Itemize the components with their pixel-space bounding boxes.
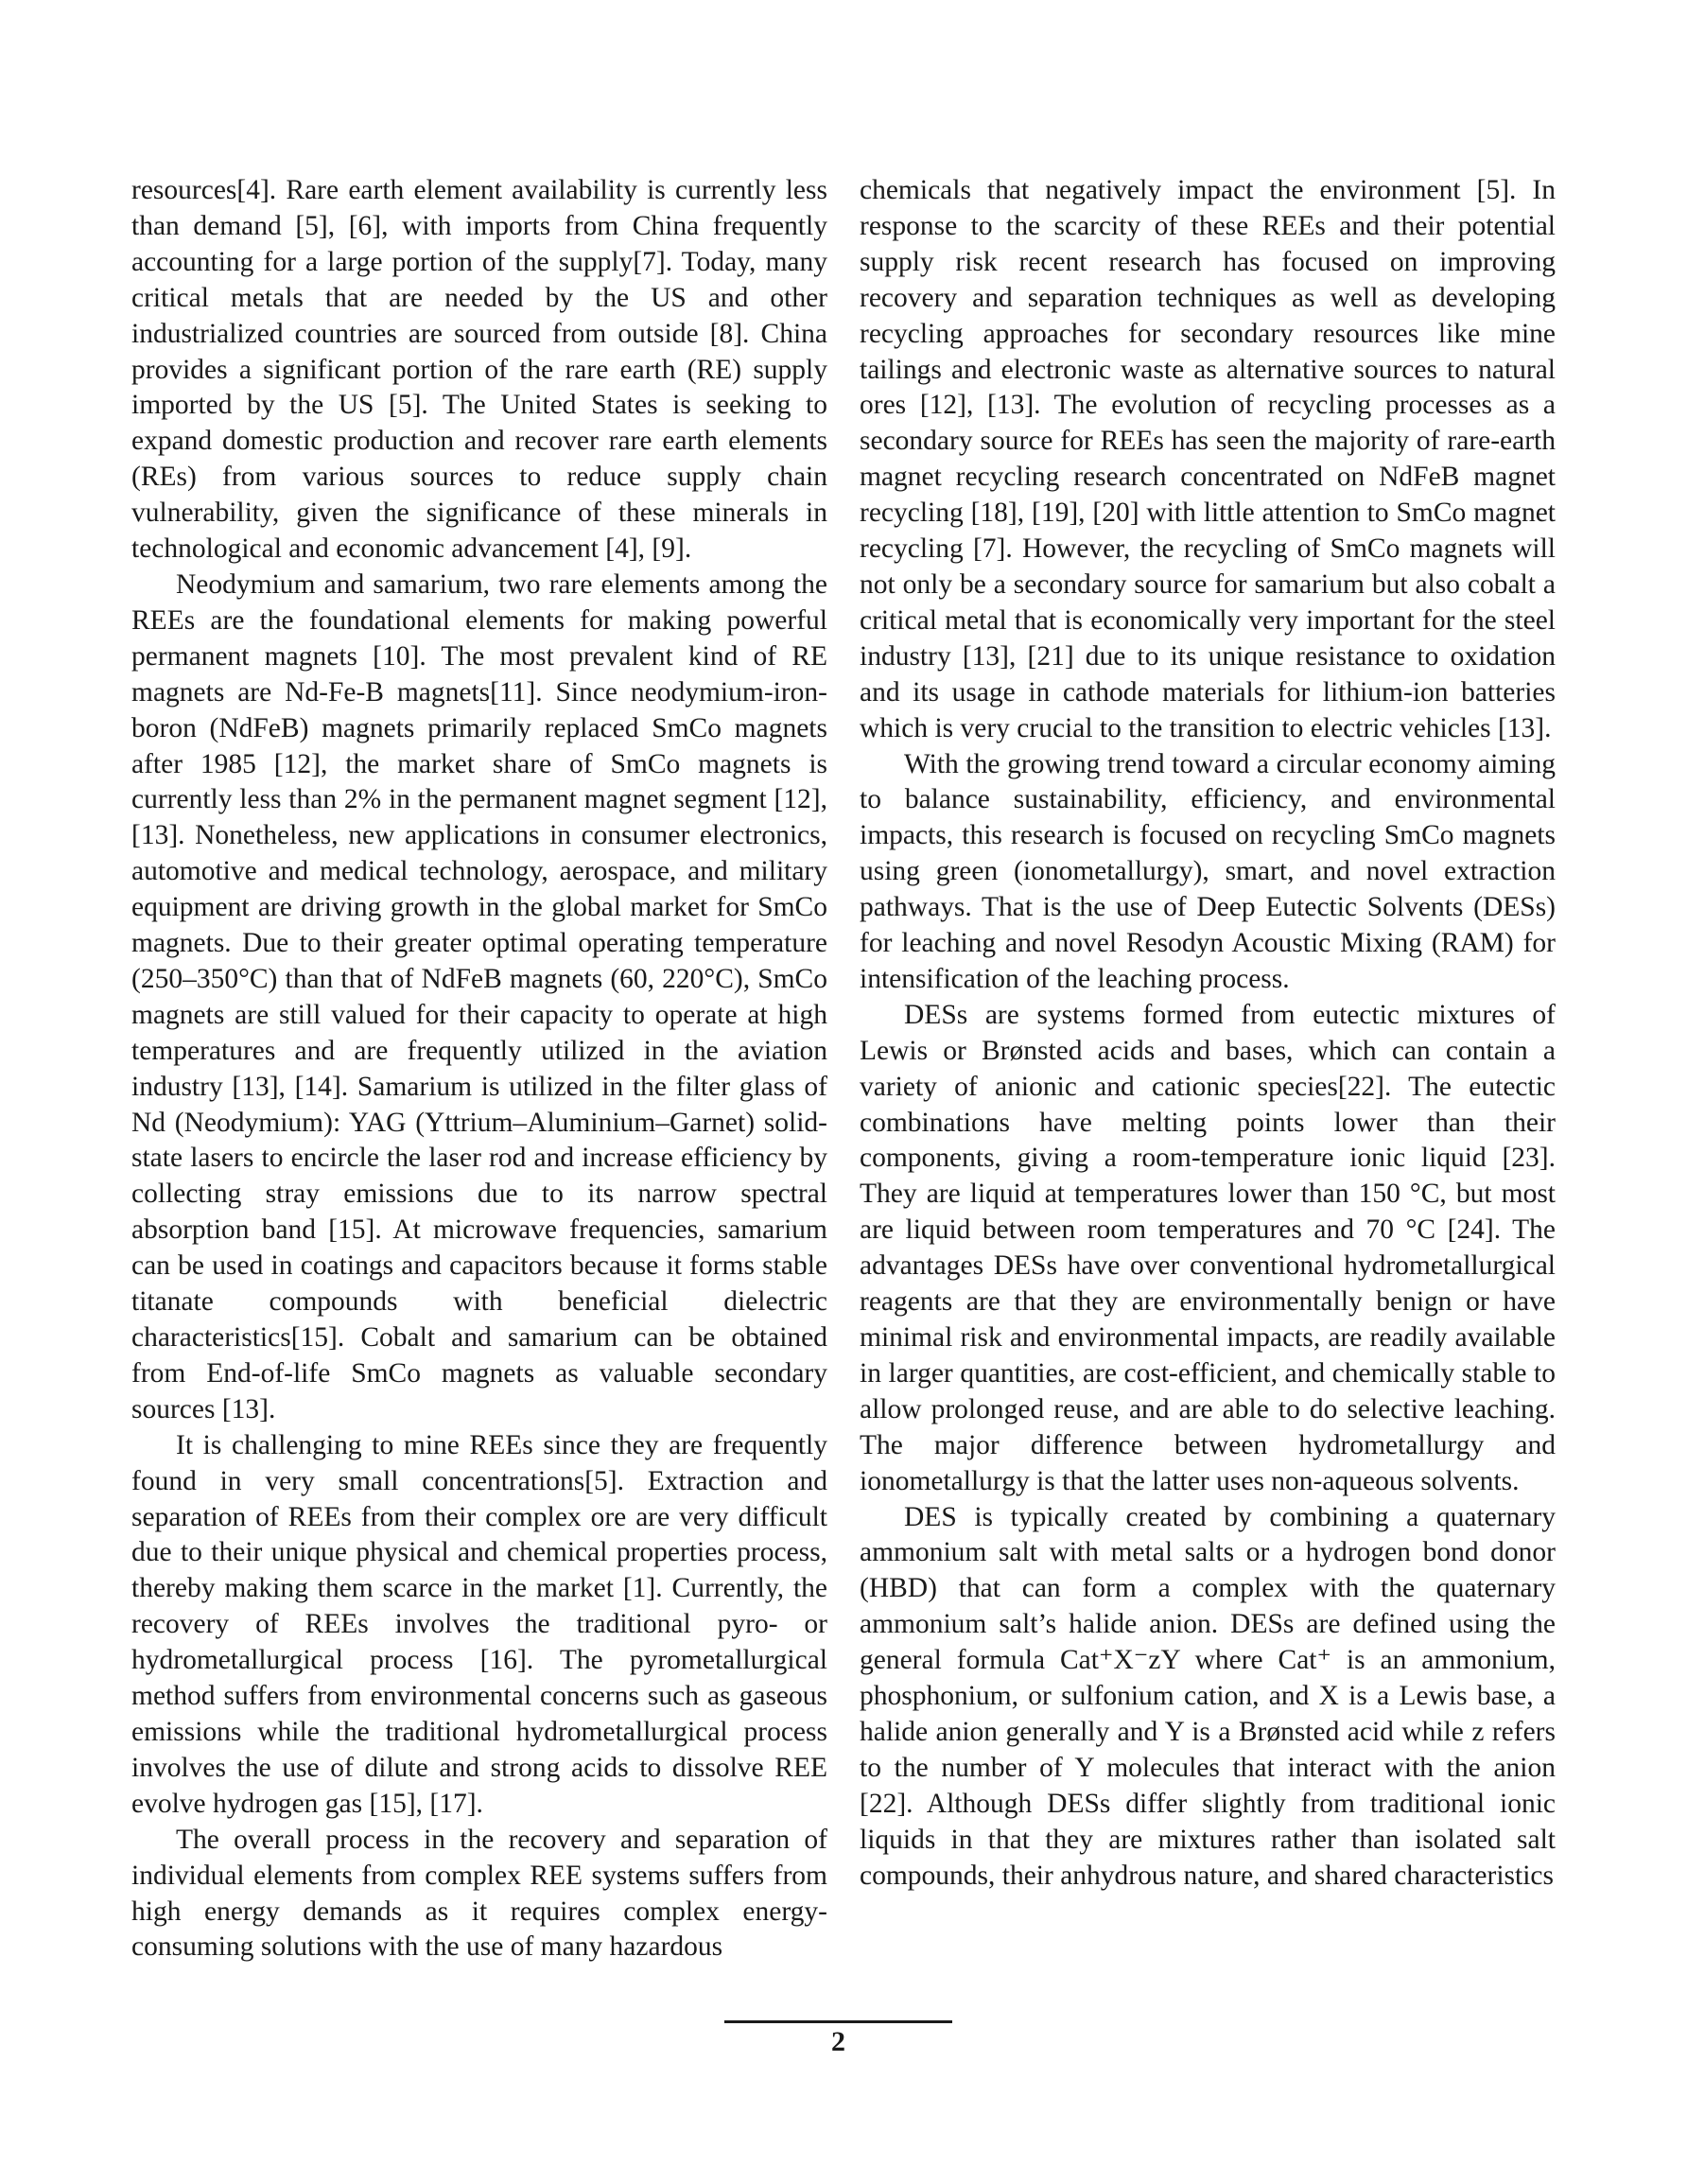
page-number: 2 xyxy=(831,2026,845,2057)
paragraph-continuation: resources[4]. Rare earth element availability is currently less than demand [5], [6], with imports from China frequently accounting for a large portion of the supply[7]. Today, many critical metals that are needed by the US and other industrialized countries are sourced from outside [8]. China provides a significant portion of the rare earth (RE) supply imported by the US [5]. The United States is seeking to expand domestic production and recover rare earth elements (REs) from various sources to reduce supply chain vulnerability, given the significance of these minerals in technological and economic advancement [4], [9]. xyxy=(131,175,827,565)
paragraph-mining-challenges: It is challenging to mine REEs since they are frequently found in very small concentrations[5]. Extraction and separation of REEs from their complex ore are very difficult due to their unique physical and chemical properties process, thereby making them scarce in the market [1]. Currently, the recovery of REEs involves the traditional pyro- or hydrometallurgical process [16]. The pyrometallurgical method suffers from environmental concerns such as gaseous emissions while the traditional hydrometallurgical process involves the use of dilute and strong acids to dissolve REE evolve hydrogen gas [15], [17]. xyxy=(131,1429,827,1819)
left-text-column xyxy=(131,173,827,1966)
paragraph-des-formula: DES is typically created by combining a quaternary ammonium salt with metal salts or a hydrogen bond donor (HBD) that can form a complex with the quaternary ammonium salt’s halide anion. DESs are defined using the general formula Cat⁺X⁻zY where Cat⁺ is an ammonium, phosphonium, or sulfonium cation, and X is a Lewis base, a halide anion generally and Y is a Brønsted acid while z refers to the number of Y molecules that interact with the anion [22]. Although DESs differ slightly from traditional ionic liquids in that they are mixtures rather than isolated salt compounds, their anhydrous nature, and shared characteristics xyxy=(860,1501,1556,1891)
paragraph-neodymium-samarium: Neodymium and samarium, two rare elements among the REEs are the foundational elements for making powerful permanent magnets [10]. The most prevalent kind of RE magnets are Nd-Fe-B magnets[11]. Since neodymium-iron-boron (NdFeB) magnets primarily replaced SmCo magnets after 1985 [12], the market share of SmCo magnets is currently less than 2% in the permanent magnet segment [12], [13]. Nonetheless, new applications in consumer electronics, automotive and medical technology, aerospace, and military equipment are driving growth in the global market for SmCo magnets. Due to their greater optimal operating temperature (250–350°C) than that of NdFeB magnets (60, 220°C), SmCo magnets are still valued for their capacity to operate at high temperatures and are frequently utilized in the aviation industry [13], [14]. Samarium is utilized in the filter glass of Nd (Neodymium): YAG (Yttrium–Aluminium–Garnet) solid-state lasers to encircle the laser rod and increase efficiency by collecting stray emissions due to its narrow spectral absorption band [15]. At microwave frequencies, samarium can be used in coatings and capacitors because it forms stable titanate compounds with beneficial dielectric characteristics[15]. Cobalt and samarium can be obtained from End-of-life SmCo magnets as valuable secondary sources [13]. xyxy=(131,568,827,1424)
paragraph-continuation-right: chemicals that negatively impact the environment [5]. In response to the scarcity of these REEs and their potential supply risk recent research has focused on improving recovery and separation techniques as well as developing recycling approaches for secondary resources like mine tailings and electronic waste as alternative sources to natural ores [12], [13]. The evolution of recycling processes as a secondary source for REEs has seen the majority of rare-earth magnet recycling research concentrated on NdFeB magnet recycling [18], [19], [20] with little attention to SmCo magnet recycling [7]. However, the recycling of SmCo magnets will not only be a secondary source for samarium but also cobalt a critical metal that is economically very important for the steel industry [13], [21] due to its unique resistance to oxidation and its usage in cathode materials for lithium-ion batteries which is very crucial to the transition to electric vehicles [13]. xyxy=(860,175,1556,743)
footer-divider xyxy=(724,2020,952,2023)
paragraph-des-systems: DESs are systems formed from eutectic mixtures of Lewis or Brønsted acids and bases, which can contain a variety of anionic and cationic species[22]. The eutectic combinations have melting points lower than their components, giving a room-temperature ionic liquid [23]. They are liquid at temperatures lower than 150 °C, but most are liquid between room temperatures and 70 °C [24]. The advantages DESs have over conventional hydrometallurgical reagents are that they are environmentally benign or have minimal risk and environmental impacts, are readily available in larger quantities, are cost-efficient, and chemically stable to allow prolonged reuse, and are able to do selective leaching. The major difference between hydrometallurgy and ionometallurgy is that the latter uses non-aqueous solvents. xyxy=(860,999,1556,1496)
right-text-column xyxy=(860,173,1556,1895)
paragraph-circular-economy: With the growing trend toward a circular economy aiming to balance sustainability, efficiency, and environmental impacts, this research is focused on recycling SmCo magnets using green (ionometallurgy), smart, and novel extraction pathways. That is the use of Deep Eutectic Solvents (DESs) for leaching and novel Resodyn Acoustic Mixing (RAM) for intensification of the leaching process. xyxy=(860,748,1556,994)
paragraph-energy-demands: The overall process in the recovery and separation of individual elements from complex REE systems suffers from high energy demands as it requires complex energy-consuming solutions with the use of many hazardous xyxy=(131,1824,827,1963)
